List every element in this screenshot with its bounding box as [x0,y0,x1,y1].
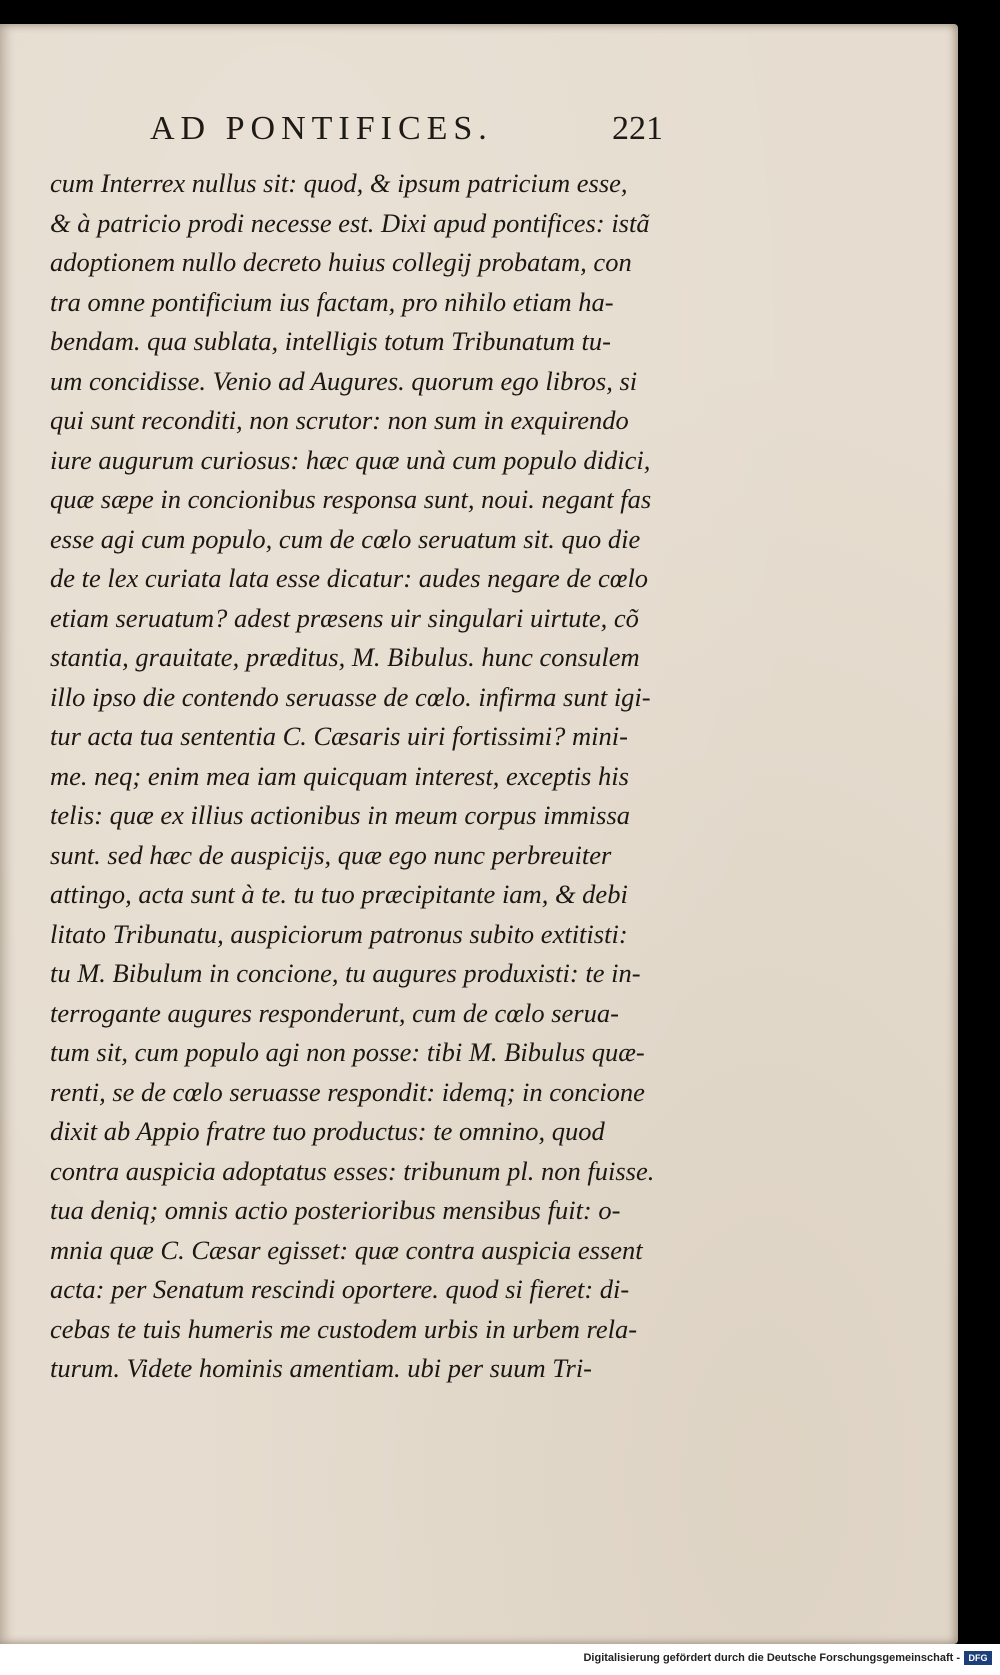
text-line: illo ipso die contendo seruasse de cœlo. infirma sunt igi- [50,681,651,712]
text-line: iure augurum curiosus: hæc quæ unà cum populo didici, [50,444,651,475]
text-line: sunt. sed hæc de auspicijs, quæ ego nunc perbreuiter [50,839,612,870]
text-line: telis: quæ ex illius actionibus in meum corpus immissa [50,800,631,830]
text-line: tur acta tua sententia C. Cæsaris uiri fortissimi? mini- [50,721,628,751]
text-line: contra auspicia adoptatus esses: tribunum pl. non fuisse. [50,1155,655,1186]
body-text [50,164,700,1389]
text-line: cum Interrex nullus sit: quod, & ipsum patricium esse, [50,168,628,198]
running-title: AD PONTIFICES. [150,110,493,147]
text-line: stantia, grauitate, præditus, M. Bibulus. hunc consulem [50,642,640,672]
text-line: attingo, acta sunt à te. tu tuo præcipitante iam, & debi [50,879,628,909]
text-line: cebas te tuis humeris me custodem urbis in urbem rela- [50,1313,638,1344]
text-line: esse agi cum populo, cum de cœlo seruatum sit. quo die [50,523,641,554]
text-line: terrogante augures responderunt, cum de cœlo serua- [50,997,619,1028]
text-line: litato Tribunatu, auspiciorum patronus subito extitisti: [50,918,628,949]
text-line: tra omne pontificium ius factam, pro nihilo etiam ha- [50,286,614,317]
text-line: acta: per Senatum rescindi oportere. quod si fieret: di- [50,1274,630,1304]
page-number: 221 [612,110,663,147]
dfg-logo: DFG [964,1651,992,1665]
text-line: turum. Videte hominis amentiam. ubi per suum Tri- [50,1353,593,1383]
text-line: mnia quæ C. Cæsar egisset: quæ contra auspicia essent [50,1234,643,1265]
text-line: tum sit, cum populo agi non posse: tibi M. Bibulus quæ- [50,1037,645,1067]
text-line: dixit ab Appio fratre tuo productus: te omnino, quod [50,1116,605,1146]
text-line: me. neq; enim mea iam quicquam interest, exceptis his [50,760,629,791]
text-line: qui sunt reconditi, non scrutor: non sum in exquirendo [50,405,629,435]
text-line: renti, se de cœlo seruasse respondit: idemq; in concione [50,1076,645,1107]
text-line: tua deniq; omnis actio posterioribus mensibus fuit: o- [50,1195,621,1225]
text-line: bendam. qua sublata, intelligis totum Tribunatum tu- [50,326,611,356]
text-line: tu M. Bibulum in concione, tu augures produxisti: te in- [50,958,641,988]
text-line: quæ sæpe in concionibus responsa sunt, noui. negant fas [50,484,652,514]
digitization-credit: Digitalisierung gefördert durch die Deutsche Forschungsgemeinschaft - [583,1652,960,1664]
text-line: etiam seruatum? adest præsens uir singulari uirtute, cõ [50,602,639,633]
text-line: de te lex curiata lata esse dicatur: audes negare de cœlo [50,563,649,593]
book-page [0,24,958,1644]
text-line: adoptionem nullo decreto huius collegij probatam, con [50,247,632,277]
text-line: um concidisse. Venio ad Augures. quorum ego libros, si [50,365,638,396]
text-line: & à patricio prodi necesse est. Dixi apud pontifices: istã [50,207,650,238]
